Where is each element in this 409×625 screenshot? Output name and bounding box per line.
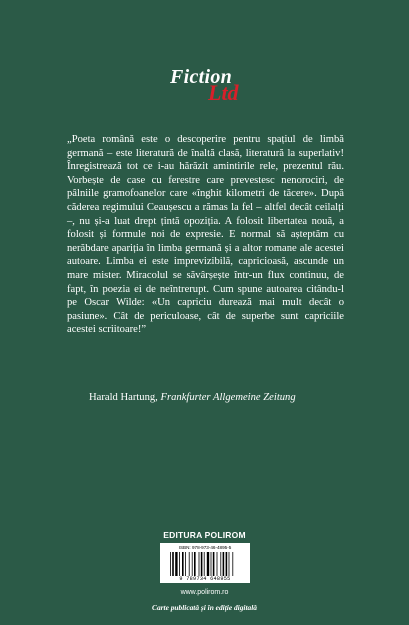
isbn-number: ISBN: 978-973-46-4895-5 [178, 545, 232, 550]
attribution-author: Harald Hartung, [89, 392, 158, 403]
back-cover-blurb [67, 133, 344, 337]
barcode-digits: 9 789734 648955 [179, 576, 231, 582]
barcode-bars [170, 552, 240, 576]
publisher-website: www.polirom.ro [180, 589, 229, 596]
logo-word-ltd: Ltd [208, 80, 239, 105]
logo-word-fiction: Fiction [170, 66, 233, 88]
attribution-source: Frankfurter Allgemeine Zeitung [160, 392, 296, 403]
publisher-name: EDITURA POLIROM [163, 530, 246, 540]
isbn-barcode [160, 543, 250, 583]
blurb-quote: „Poeta română este o descoperire pentru spațiul de limbă germană – este literatură de înaltă clasă, literatură la superlativ! Înregistrează tot ce i-au hărăzit amintirile rele, prezentul rău. Vorbește de case cu ferestre care prevestesc nenorociri, de pâlniile gramofoanelor care «înghit kilometri de tăcere». După căderea regimului Ceaușescu a rămas la fel – altfel decât ceilalți –, nu și-a luat drept țintă opoziția. A folosit libertatea nouă, a folosit și formule noi de expresie. E normal să așteptăm cu nerăbdare apariția în limba germană și a altor romane ale acestei autoare. Limba ei este imprevizibilă, capricioasă, ascunde un mare mister. Miracolul se săvârșește într-un flux continuu, de fapt, în poezia ei de neîntrerupt. Cum spune autoarea citându-l pe Oscar Wilde: «Un capriciu durează mai mult decât o pasiune». Cât de periculoase, cât de superbe sunt capriciile acestei scriitoare!” [67, 134, 344, 336]
digital-edition-note: Carte publicată și în ediție digitală [152, 603, 257, 612]
quote-attribution [89, 392, 296, 403]
fiction-ltd-logo [170, 66, 260, 108]
